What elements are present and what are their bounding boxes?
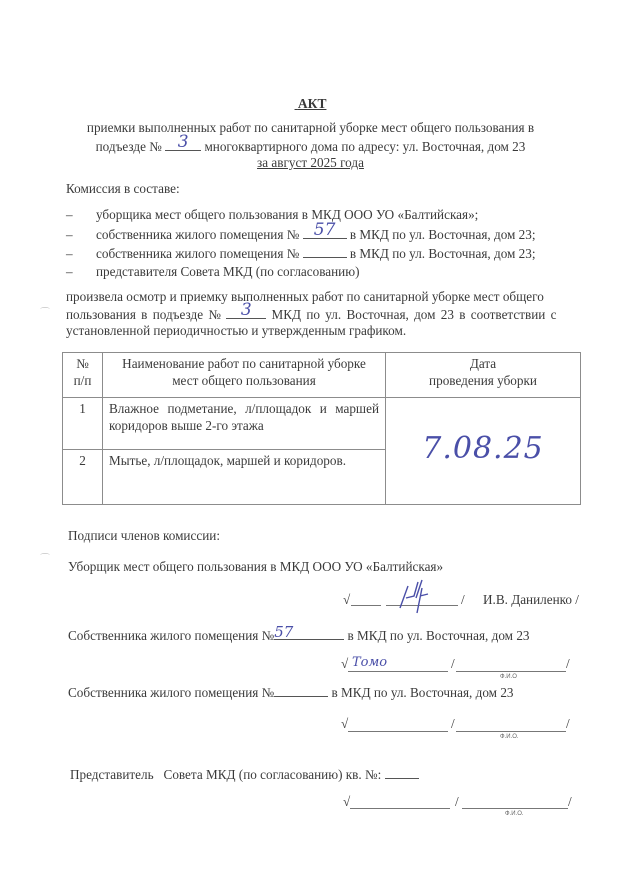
- handwritten-owner-apartment: 57: [274, 623, 294, 641]
- subtitle-line-2: подъезде № 3 многоквартирного дома по адресу: ул. Восточная, дом 23: [95, 132, 526, 154]
- scan-artifact: ⌒: [40, 554, 50, 565]
- handwritten-apartment-number: 57: [313, 220, 336, 240]
- paragraph-line-1: произвела осмотр и приемку выполненных работ по санитарной уборке мест общего: [66, 289, 544, 304]
- signature-role-cleaner: Уборщик мест общего пользования в МКД ООО УО «Балтийская»: [68, 559, 444, 574]
- table-header-row: [63, 353, 581, 398]
- signature-role-council: Представитель Совета МКД (по согласованию) кв. №:: [70, 766, 419, 783]
- handwritten-entrance-number: 3: [177, 132, 189, 152]
- fio-label: Ф.И.О.: [505, 811, 524, 817]
- signatures-heading: Подписи членов комиссии:: [68, 528, 220, 543]
- subtitle-line-1: приемки выполненных работ по санитарной уборке мест общего пользования в: [86, 120, 535, 135]
- handwritten-signature-cleaner: [392, 578, 442, 618]
- row-work: Мытье, л/площадок, маршей и коридоров.: [103, 450, 386, 505]
- check-mark: √: [343, 592, 351, 607]
- slash: /: [566, 716, 570, 731]
- slash: /: [451, 656, 455, 671]
- council-apartment-field[interactable]: [385, 766, 419, 779]
- scan-artifact: ⌒: [40, 308, 50, 319]
- header-date: Дата проведения уборки: [386, 353, 581, 398]
- signature-line-owner-1[interactable]: [348, 671, 448, 672]
- handwritten-paragraph-entrance: 3: [240, 300, 252, 320]
- owner-1-apartment-field[interactable]: [274, 623, 344, 641]
- header-num: № п/п: [63, 353, 103, 398]
- fio-line-council[interactable]: [462, 808, 568, 809]
- apartment-number-field-1[interactable]: [303, 220, 347, 240]
- document-title: АКТ: [297, 96, 327, 111]
- paragraph-line-3: установленной периодичностью и утвержденным графиком.: [66, 323, 407, 338]
- works-table: [62, 352, 581, 505]
- cleaning-date-cell[interactable]: [386, 398, 581, 505]
- commission-member-council: – представителя Совета МКД (по согласованию): [66, 264, 360, 279]
- slash: /: [455, 794, 459, 809]
- signature-line-owner-2[interactable]: [348, 731, 448, 732]
- entrance-number-field[interactable]: [165, 132, 201, 152]
- handwritten-cleaning-date: 7.08.25: [422, 431, 544, 466]
- fio-label: Ф.И.О: [500, 674, 517, 680]
- slash: /: [451, 716, 455, 731]
- fio-label: Ф.И.О.: [500, 734, 519, 740]
- report-period: за август 2025 года: [257, 155, 364, 170]
- signature-line-council[interactable]: [350, 808, 450, 809]
- check-mark: √: [341, 716, 349, 731]
- row-num: 2: [63, 450, 103, 505]
- fio-line-owner-2[interactable]: [456, 731, 566, 732]
- commission-member-cleaner: – уборщика мест общего пользования в МКД ООО УО «Балтийская»;: [66, 207, 479, 222]
- slash: /: [568, 794, 572, 809]
- slash: /: [566, 656, 570, 671]
- check-mark: √: [343, 794, 351, 809]
- paragraph-line-2: пользования в подъезде № 3 МКД по ул. Восточная, дом 23 в соответствии с: [66, 300, 557, 322]
- commission-heading: Комиссия в составе:: [66, 181, 180, 196]
- commission-member-owner-2: – собственника жилого помещения № в МКД по ул. Восточная, дом 23;: [66, 246, 536, 261]
- handwritten-signature-owner-1: Томо: [352, 655, 388, 670]
- owner-2-apartment-field[interactable]: [274, 684, 328, 697]
- row-num: 1: [63, 398, 103, 450]
- signature-role-owner-1: Собственника жилого помещения № 57 в МКД по ул. Восточная, дом 23: [68, 623, 530, 643]
- cleaner-name: И.В. Даниленко /: [483, 592, 579, 607]
- check-mark: √: [341, 656, 349, 671]
- slash: /: [461, 592, 465, 607]
- apartment-number-field-2[interactable]: [303, 245, 347, 258]
- commission-member-owner-1: – собственника жилого помещения № 57 в МКД по ул. Восточная, дом 23;: [66, 220, 536, 242]
- row-work: Влажное подметание, л/площадок и маршей коридоров выше 2-го этажа: [103, 398, 386, 450]
- signature-line-cleaner[interactable]: [351, 605, 381, 606]
- signature-role-owner-2: Собственника жилого помещения № в МКД по ул. Восточная, дом 23: [68, 685, 514, 700]
- header-work-name: Наименование работ по санитарной уборке мест общего пользования: [103, 353, 386, 398]
- table-row: [63, 398, 581, 450]
- paragraph-entrance-field[interactable]: [226, 300, 266, 320]
- fio-line-owner-1[interactable]: [456, 671, 566, 672]
